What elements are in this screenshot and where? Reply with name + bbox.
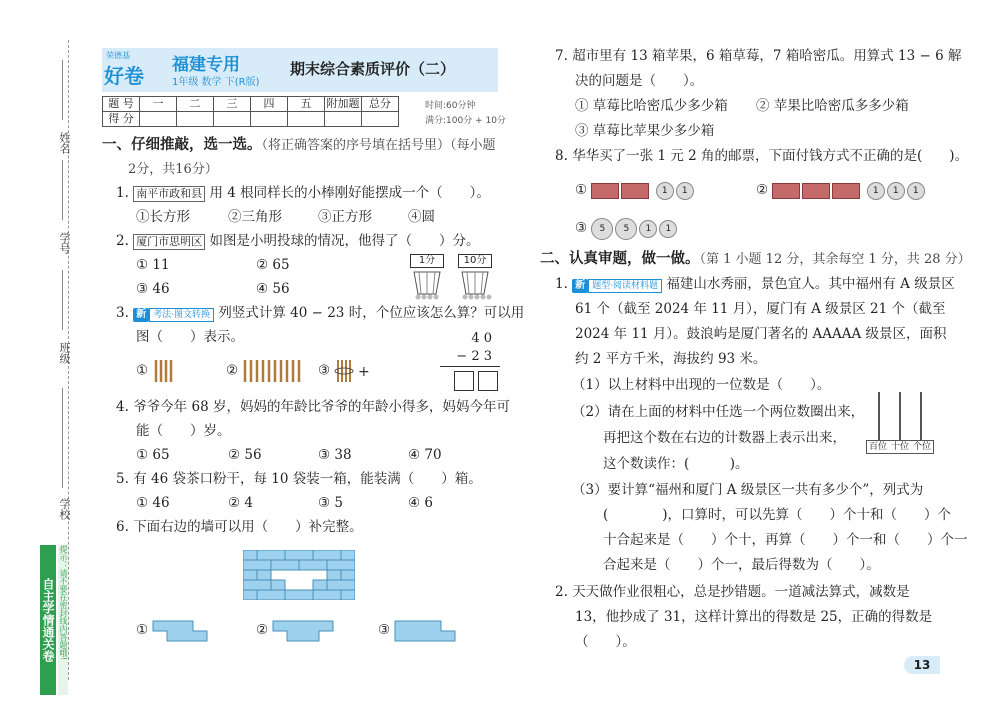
reading-line-1: 福建山水秀丽，景色宜人。其中福州有 A 级景区 — [666, 276, 955, 292]
brand-small: 荣德基 — [106, 51, 130, 60]
reading-line-3: 2024 年 11 月）。鼓浪屿是厦门著名的 AAAAA 级景区，面积 — [575, 326, 947, 342]
coin-icon: 5 — [615, 218, 637, 240]
q8-option-2[interactable] — [756, 178, 927, 203]
question-3 — [116, 301, 524, 326]
q1-option-1[interactable]: ①长方形 — [136, 209, 190, 225]
q4-option-1[interactable]: ① 65 — [136, 447, 170, 463]
score-input[interactable] — [362, 112, 399, 127]
abacus-counter[interactable] — [866, 392, 934, 454]
id-label: 学号 — [58, 232, 71, 254]
question-6 — [116, 515, 363, 540]
q2-option-3[interactable]: ③ 46 — [136, 281, 170, 297]
page-number: 13 — [904, 656, 940, 674]
id-line — [62, 160, 63, 220]
brick-piece-3 — [394, 620, 456, 642]
q7-option-2[interactable]: ② 苹果比哈密瓜多多少箱 — [756, 98, 909, 114]
q4-option-4[interactable]: ④ 70 — [408, 447, 442, 463]
question-text: 超市里有 13 箱苹果，6 箱草莓，7 箱哈密瓜。用算式 13 − 6 解 — [572, 48, 962, 64]
coin-icon: 1 — [676, 182, 694, 200]
q2-option-1[interactable]: ① 11 — [136, 257, 170, 273]
reading-line-4: 约 2 平方千米，海拔约 93 米。 — [575, 351, 767, 367]
q1-option-3[interactable]: ③正方形 — [318, 209, 372, 225]
subquestion-3c: 十合起来是（ ）个十，再算（ ）个一和（ ）个一 — [603, 532, 968, 548]
coin-icon: 1 — [656, 182, 674, 200]
q4-option-2[interactable]: ② 56 — [228, 447, 262, 463]
class-label: 班级 — [58, 342, 71, 364]
option-label: ② — [256, 622, 269, 638]
coin-icon: 1 — [907, 182, 925, 200]
abacus-rod-tens — [899, 392, 901, 440]
banknote-icon — [621, 183, 649, 199]
q5-option-4[interactable]: ④ 6 — [408, 495, 433, 511]
question-text: 爷爷今年 68 岁，妈妈的年龄比爷爷的年龄小得多，妈妈今年可 — [133, 399, 510, 415]
q3-option-3[interactable] — [318, 358, 378, 384]
subquestion-2c: 这个数读作：( )。 — [603, 456, 749, 472]
question-1 — [116, 181, 490, 206]
score-input[interactable] — [214, 112, 251, 127]
score-cell: 题 号 — [103, 97, 140, 112]
q6-option-1[interactable] — [136, 618, 208, 643]
question-number: 4. — [116, 399, 129, 415]
page-title: 期末综合素质评价（二） — [290, 60, 456, 78]
question-number: 7. — [555, 48, 568, 64]
question-number: 3. — [116, 305, 129, 321]
question-number: 8. — [555, 148, 568, 164]
q6-option-2[interactable] — [256, 618, 334, 643]
question-text: 用 4 根同样长的小棒刚好能摆成一个（ ）。 — [209, 185, 490, 201]
name-label: 姓名 — [58, 132, 71, 154]
coin-icon: 1 — [639, 220, 657, 238]
section2-heading — [540, 247, 971, 272]
banknote-icon — [832, 183, 860, 199]
score-cell: 四 — [251, 97, 288, 112]
abacus-label-ones: 个位 — [912, 442, 931, 452]
coin-icon: 1 — [659, 220, 677, 238]
option-label: ① — [136, 362, 149, 379]
score-input[interactable] — [288, 112, 325, 127]
svg-text:+: + — [358, 364, 371, 380]
method-badge: 考法·图文转换 — [149, 308, 214, 322]
reading-line-2: 61 个（截至 2024 年 11 月），厦门有 A 级景区 21 个（截至 — [575, 301, 946, 317]
q2-option-2[interactable]: ② 65 — [256, 257, 290, 273]
problem-2-line-3: （ ）。 — [575, 634, 636, 650]
school-label: 学校 — [58, 498, 71, 520]
region-tag: 南平市政和县 — [133, 186, 205, 202]
score-input[interactable] — [325, 112, 362, 127]
section2-note: （第 1 小题 12 分，其余每空 1 分，共 28 分） — [699, 252, 971, 267]
side-banner-note: 提示：请不要在密封线内答题哦! — [58, 545, 68, 695]
vertical-line-1: 4 0 — [471, 331, 492, 346]
question-text: 列竖式计算 40 − 23 时，个位应该怎么算？可以用 — [218, 305, 525, 321]
q5-option-2[interactable]: ② 4 — [228, 495, 253, 511]
q5-option-1[interactable]: ① 46 — [136, 495, 170, 511]
q8-option-1[interactable] — [575, 178, 696, 203]
section1-note2: 2分，共16分） — [128, 162, 218, 177]
subquestion-1: （1）以上材料中出现的一位数是（ ）。 — [572, 377, 831, 393]
q1-option-2[interactable]: ②三角形 — [228, 209, 282, 225]
question-text: 下面右边的墙可以用（ ）补完整。 — [133, 519, 363, 535]
section1-heading — [102, 133, 496, 158]
score-cell: 总分 — [362, 97, 399, 112]
answer-box-tens[interactable] — [454, 371, 474, 391]
question-text: 有 46 袋茶口粉干，每 10 袋装一箱，能装满（ ）箱。 — [133, 471, 482, 487]
q1-option-4[interactable]: ④圆 — [408, 209, 435, 225]
banknote-icon — [772, 183, 800, 199]
subquestion-2b: 再把这个数在右边的计数器上表示出来， — [603, 430, 846, 446]
question-4 — [116, 395, 510, 420]
score-cell: 二 — [177, 97, 214, 112]
q6-option-3[interactable] — [378, 618, 456, 643]
score-cell: 附加题 — [326, 97, 360, 110]
option-label: ② — [756, 182, 769, 198]
problem-2-line-1: 天天做作业很粗心，总是抄错题。一道减法算式，减数是 — [572, 584, 910, 600]
question-4-text2: 能（ ）岁。 — [136, 423, 231, 439]
brand-title: 福建专用 — [172, 55, 240, 75]
question-2 — [116, 229, 479, 254]
option-label: ② — [226, 362, 239, 379]
brick-wall-figure — [243, 550, 355, 600]
subquestion-3b: ( )，口算时，可以先算（ ）个十和（ ）个 — [603, 507, 952, 523]
section2-title: 二、认真审题，做一做。 — [540, 251, 700, 267]
score-cell: 五 — [288, 97, 325, 112]
subquestion-3d: 合起来是（ ）个一，最后得数为（ ）。 — [603, 557, 880, 573]
abacus-rod-ones — [920, 392, 922, 440]
banknote-icon — [802, 183, 830, 199]
name-line — [62, 60, 63, 120]
option-label: ③ — [318, 362, 331, 379]
score-row-header — [103, 97, 399, 112]
school-line — [62, 388, 63, 488]
question-number: 6. — [116, 519, 129, 535]
question-number: 2. — [555, 584, 568, 600]
section1-note: （将正确答案的序号填在括号里）（每小题 — [261, 138, 496, 153]
option-label: ① — [575, 182, 588, 198]
question-number: 2. — [116, 233, 129, 249]
q3-option-2[interactable] — [226, 358, 306, 384]
abacus-label-hundreds: 百位 — [868, 442, 887, 452]
new-badge: 新 — [133, 308, 149, 322]
question-number: 1. — [555, 276, 568, 292]
vertical-line-2: − 2 3 — [440, 348, 500, 367]
question-number: 1. — [116, 185, 129, 201]
score-cell: 一 — [140, 97, 177, 112]
basket-2-figure — [458, 254, 492, 300]
class-line — [62, 270, 63, 330]
subquestion-2a: （2）请在上面的材料中任选一个两位数圈出来， — [572, 404, 865, 420]
score-cell: 得 分 — [103, 112, 140, 127]
question-7-text2: 决的问题是（ ）。 — [575, 73, 704, 89]
brand-subtitle: 1年级 数学 下(R版) — [172, 77, 260, 88]
banknote-icon — [591, 183, 619, 199]
score-row-values — [103, 112, 399, 127]
question-number: 5. — [116, 471, 129, 487]
q2-option-4[interactable]: ④ 56 — [256, 281, 290, 297]
bundle-plus-icon — [334, 358, 378, 384]
q3-option-1[interactable] — [136, 358, 176, 384]
brick-piece-2 — [272, 620, 334, 642]
option-label: ③ — [575, 220, 588, 236]
basket-1-icon — [410, 268, 444, 300]
problem-2 — [555, 580, 910, 605]
q7-option-1[interactable]: ① 草莓比哈密瓜少多少箱 — [575, 98, 728, 114]
problem-1 — [555, 272, 955, 297]
score-input[interactable] — [177, 112, 214, 127]
new-badge: 新 — [572, 279, 588, 293]
coin-icon: 5 — [591, 218, 613, 240]
brick-piece-1 — [152, 620, 208, 642]
q5-option-3[interactable]: ③ 5 — [318, 495, 343, 511]
question-7 — [555, 44, 961, 69]
q7-option-3[interactable]: ③ 草莓比苹果少多少箱 — [575, 123, 715, 139]
score-cell: 三 — [214, 97, 251, 112]
sticks-row-icon — [242, 358, 306, 384]
q8-option-3[interactable] — [575, 216, 679, 241]
coin-icon: 1 — [887, 182, 905, 200]
basket-2-label: 10分 — [458, 254, 492, 268]
vertical-calculation — [440, 330, 500, 400]
side-banner: 自主学情通关卷 — [40, 545, 56, 695]
question-text: 如图是小明投球的情况，他得了（ ）分。 — [209, 233, 480, 249]
score-table — [102, 96, 399, 127]
q4-option-3[interactable]: ③ 38 — [318, 447, 352, 463]
section1-title: 一、仔细推敲，选一选。 — [102, 137, 262, 153]
answer-box-ones[interactable] — [478, 371, 498, 391]
abacus-rod-hundreds — [878, 392, 880, 440]
sticks-icon — [152, 358, 176, 384]
type-badge: 题型·阅读材料题 — [588, 279, 662, 293]
basket-1-figure — [410, 254, 444, 300]
exam-full-score: 满分:100分 + 10分 — [425, 116, 506, 126]
question-5 — [116, 467, 482, 492]
option-label: ① — [136, 622, 149, 638]
question-3-text2: 图（ ）表示。 — [136, 329, 244, 345]
problem-2-line-2: 13，他抄成了 31，这样计算出的得数是 25，正确的得数是 — [575, 609, 933, 625]
option-label: ③ — [378, 622, 391, 638]
brand-logo: 好卷 — [104, 64, 144, 88]
basket-1-label: 1分 — [410, 254, 444, 268]
score-input[interactable] — [251, 112, 288, 127]
exam-time: 时间:60分钟 — [425, 101, 476, 111]
question-8 — [555, 144, 968, 169]
question-text: 华华买了一张 1 元 2 角的邮票，下面付钱方式不正确的是( )。 — [572, 148, 969, 164]
subquestion-3a: （3）要计算“福州和厦门 A 级景区一共有多少个”，列式为 — [572, 482, 924, 498]
score-input[interactable] — [140, 112, 177, 127]
region-tag: 厦门市思明区 — [133, 234, 205, 250]
coin-icon: 1 — [867, 182, 885, 200]
basket-2-icon — [458, 268, 492, 300]
abacus-label-tens: 十位 — [890, 442, 909, 452]
